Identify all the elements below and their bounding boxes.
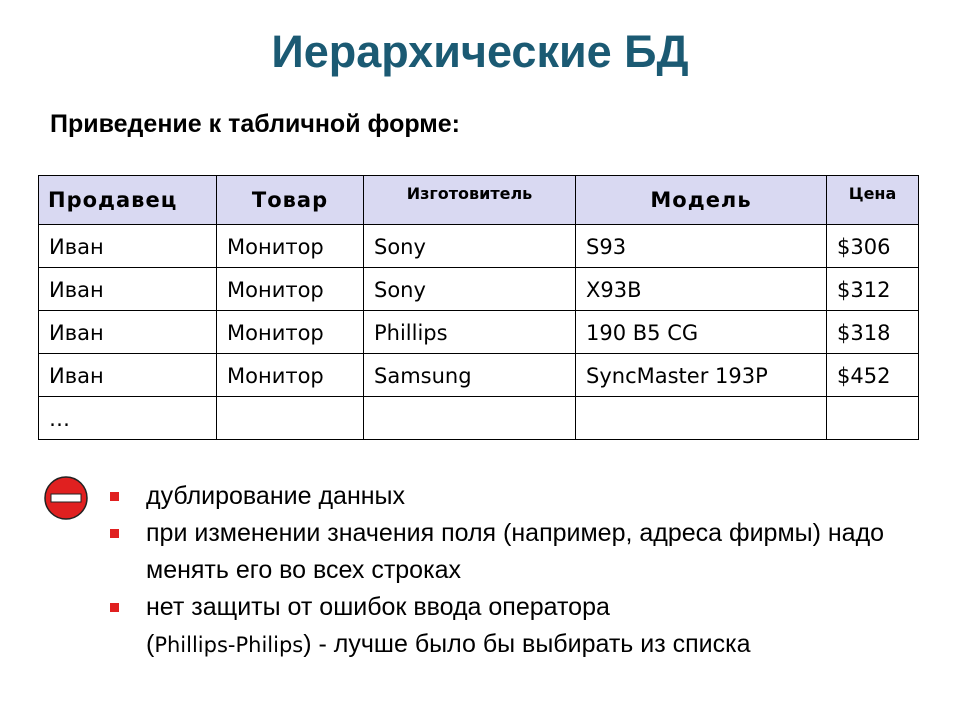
header-price: Цена (827, 176, 919, 225)
data-table (38, 175, 919, 440)
square-bullet-icon (110, 603, 119, 612)
list-item (106, 515, 926, 589)
table-cell (576, 397, 827, 440)
header-product: Товар (217, 176, 364, 225)
table-cell: … (39, 397, 217, 440)
table-row (39, 225, 919, 268)
table-cell: Монитор (217, 354, 364, 397)
table-cell: Иван (39, 311, 217, 354)
table-cell (217, 397, 364, 440)
header-manufacturer: Изготовитель (364, 176, 576, 225)
table-header-row (39, 176, 919, 225)
table-cell: Sony (364, 268, 576, 311)
header-model: Модель (576, 176, 827, 225)
no-entry-icon (43, 475, 89, 521)
bullet-example: Phillips-Philips (154, 633, 304, 657)
table-cell (364, 397, 576, 440)
slide-subtitle: Приведение к табличной форме: (50, 110, 460, 138)
table-cell: Phillips (364, 311, 576, 354)
header-seller: Продавец (39, 176, 217, 225)
bullet-text-errors: нет защиты от ошибок ввода оператора (146, 593, 610, 621)
table-row (39, 354, 919, 397)
square-bullet-icon (110, 529, 119, 538)
table-cell: X93B (576, 268, 827, 311)
table-cell: Иван (39, 225, 217, 268)
table-cell: Sony (364, 225, 576, 268)
table-cell: $452 (827, 354, 919, 397)
table-row (39, 311, 919, 354)
table-cell: S93 (576, 225, 827, 268)
list-item (106, 589, 926, 664)
list-item (106, 478, 926, 515)
table-cell: Монитор (217, 311, 364, 354)
table-cell: $306 (827, 225, 919, 268)
table-cell: $312 (827, 268, 919, 311)
table-row (39, 397, 919, 440)
paren-open: ( (146, 630, 155, 658)
bullet-list (106, 478, 926, 664)
paren-close: ) (303, 630, 312, 658)
table-cell: Монитор (217, 225, 364, 268)
table-cell (827, 397, 919, 440)
bullet-text-update: при изменении значения поля (например, адреса фирмы) надо менять его во всех строках (146, 519, 885, 584)
table-cell: Иван (39, 268, 217, 311)
table-cell: Иван (39, 354, 217, 397)
table-cell: 190 B5 CG (576, 311, 827, 354)
table-row (39, 268, 919, 311)
bullet-text-suggestion: - лучше было бы выбирать из списка (311, 630, 751, 658)
table-cell: Монитор (217, 268, 364, 311)
table-cell: SyncMaster 193P (576, 354, 827, 397)
square-bullet-icon (110, 492, 119, 501)
slide-title: Иерархические БД (271, 26, 689, 77)
bullet-text-duplication: дублирование данных (146, 482, 406, 510)
table-cell: $318 (827, 311, 919, 354)
table-cell: Samsung (364, 354, 576, 397)
